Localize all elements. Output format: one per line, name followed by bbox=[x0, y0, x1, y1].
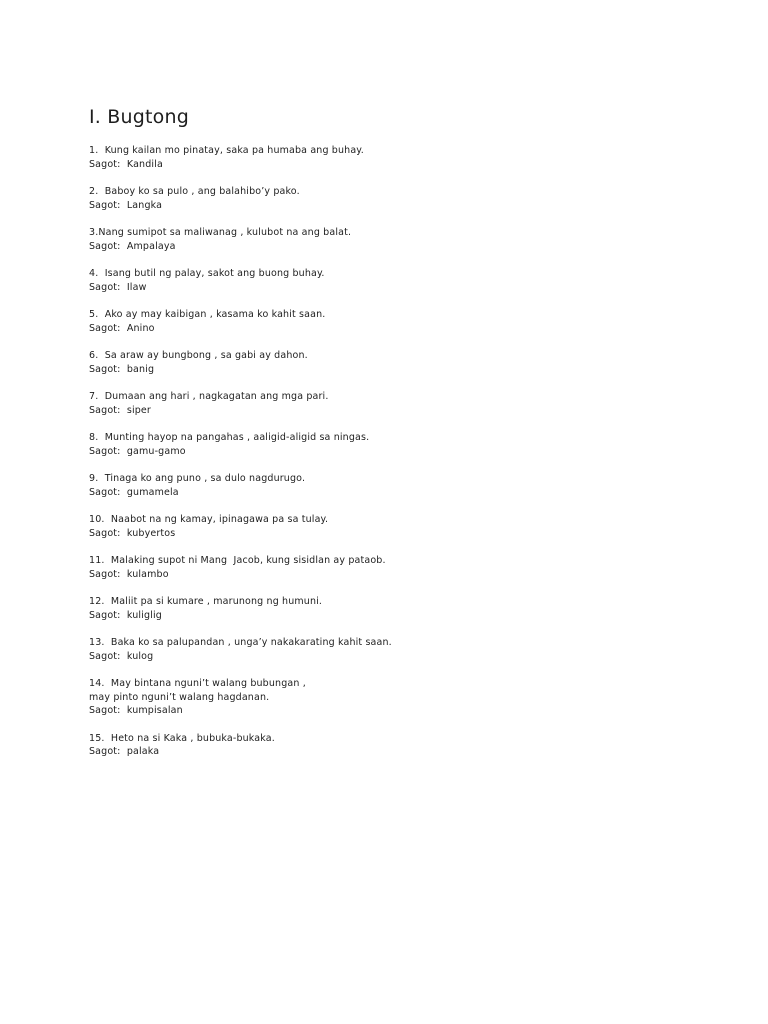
riddle-answer: Sagot: gamu-gamo bbox=[89, 445, 186, 457]
riddle-item bbox=[89, 431, 689, 458]
riddle-question-line: 9. Tinaga ko ang puno , sa dulo nagdurugo. bbox=[89, 473, 306, 484]
document-title: I. Bugtong bbox=[89, 106, 189, 128]
riddle-question-line: may pinto nguni’t walang hagdanan. bbox=[89, 691, 270, 703]
riddle-item bbox=[89, 349, 689, 376]
riddle-item bbox=[89, 472, 689, 499]
riddle-item bbox=[89, 185, 689, 212]
riddle-question-line: 13. Baka ko sa palupandan , unga’y nakakarating kahit saan. bbox=[89, 637, 392, 648]
riddle-item bbox=[89, 677, 689, 718]
riddle-item bbox=[89, 308, 689, 335]
riddle-answer: Sagot: kulog bbox=[89, 650, 154, 662]
riddle-item bbox=[89, 732, 689, 759]
riddle-answer: Sagot: kulambo bbox=[89, 568, 169, 580]
riddle-question-line: 5. Ako ay may kaibigan , kasama ko kahit saan. bbox=[89, 309, 326, 320]
riddle-answer: Sagot: palaka bbox=[89, 746, 160, 757]
riddle-question-line: 11. Malaking supot ni Mang Jacob, kung sisidlan ay pataob. bbox=[89, 555, 386, 566]
riddle-answer: Sagot: banig bbox=[89, 363, 155, 375]
riddle-answer: Sagot: Ilaw bbox=[89, 281, 147, 293]
riddle-question-line: 2. Baboy ko sa pulo , ang balahibo’y pako. bbox=[89, 186, 300, 197]
riddle-answer: Sagot: kumpisalan bbox=[89, 705, 183, 716]
riddle-question-line: 14. May bintana nguni’t walang bubungan , bbox=[89, 678, 306, 689]
riddle-question-line: 7. Dumaan ang hari , nagkagatan ang mga pari. bbox=[89, 391, 329, 402]
riddle-answer: Sagot: kubyertos bbox=[89, 527, 176, 539]
riddle-question-line: 1. Kung kailan mo pinatay, saka pa humaba ang buhay. bbox=[89, 145, 364, 156]
riddle-item bbox=[89, 144, 689, 171]
riddle-item bbox=[89, 513, 689, 540]
riddle-question-line: 4. Isang butil ng palay, sakot ang buong buhay. bbox=[89, 268, 325, 279]
riddle-answer: Sagot: Kandila bbox=[89, 158, 163, 170]
riddle-item bbox=[89, 226, 689, 253]
riddle-question-line: 6. Sa araw ay bungbong , sa gabi ay dahon. bbox=[89, 350, 308, 361]
riddle-answer: Sagot: Anino bbox=[89, 322, 155, 334]
riddle-question-line: 3.Nang sumipot sa maliwanag , kulubot na ang balat. bbox=[89, 227, 352, 238]
riddle-answer: Sagot: Langka bbox=[89, 199, 163, 211]
riddle-question-line: 10. Naabot na ng kamay, ipinagawa pa sa tulay. bbox=[89, 514, 329, 525]
riddle-item bbox=[89, 636, 689, 663]
riddle-list bbox=[89, 144, 689, 773]
riddle-item bbox=[89, 267, 689, 294]
riddle-item bbox=[89, 595, 689, 622]
riddle-item bbox=[89, 390, 689, 417]
riddle-answer: Sagot: siper bbox=[89, 404, 151, 416]
riddle-question-line: 15. Heto na si Kaka , bubuka-bukaka. bbox=[89, 732, 275, 744]
riddle-answer: Sagot: kuliglig bbox=[89, 609, 162, 621]
riddle-answer: Sagot: gumamela bbox=[89, 486, 179, 498]
riddle-answer: Sagot: Ampalaya bbox=[89, 240, 176, 252]
riddle-item bbox=[89, 554, 689, 581]
riddle-question-line: 12. Maliit pa si kumare , marunong ng humuni. bbox=[89, 596, 323, 607]
riddle-question-line: 8. Munting hayop na pangahas , aaligid-aligid sa ningas. bbox=[89, 432, 370, 443]
